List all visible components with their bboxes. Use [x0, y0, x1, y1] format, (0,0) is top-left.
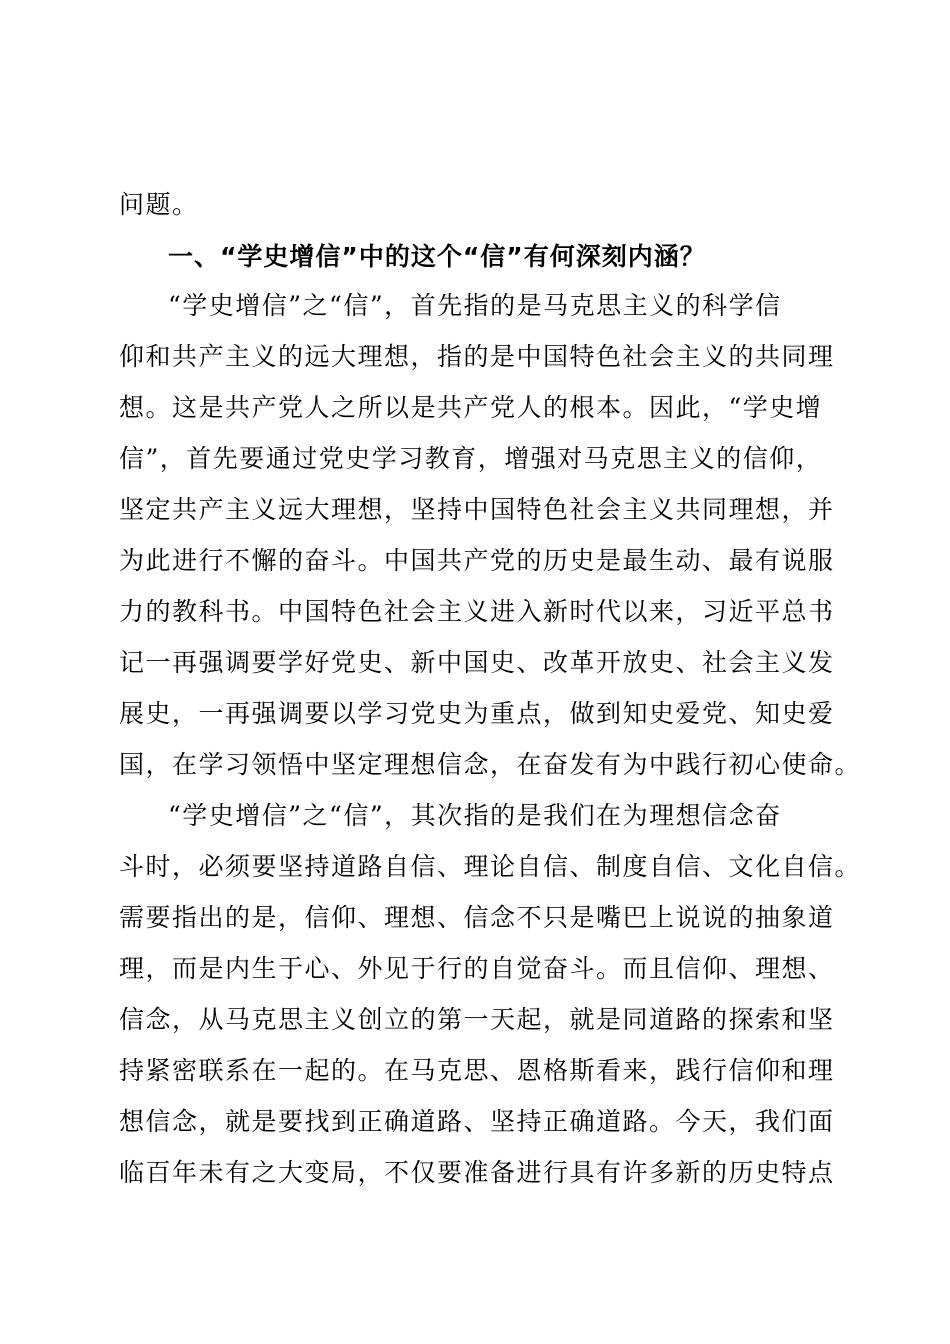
- paragraph-line: 力的教科书。中国特色社会主义进入新时代以来，习近平总书: [119, 597, 835, 626]
- paragraph-line: 斗时，必须要坚持道路自信、理论自信、制度自信、文化自信。: [119, 852, 862, 881]
- paragraph-line: 持紧密联系在一起的。在马克思、恩格斯看来，践行信仰和理: [119, 1056, 835, 1085]
- paragraph-line: 国，在学习领悟中坚定理想信念，在奋发有为中践行初心使命。: [119, 750, 862, 779]
- paragraph-line: 为此进行不懈的奋斗。中国共产党的历史是最生动、最有说服: [119, 546, 835, 575]
- paragraph-line: 需要指出的是，信仰、理想、信念不只是嘴巴上说说的抽象道: [119, 903, 835, 932]
- section-heading: 一、“学史增信”中的这个“信”有何深刻内涵？: [168, 242, 706, 271]
- paragraph-line: 想信念，就是要找到正确道路、坚持正确道路。今天，我们面: [119, 1107, 835, 1136]
- paragraph-line: 信念，从马克思主义创立的第一天起，就是同道路的探索和坚: [119, 1005, 835, 1034]
- paragraph-line: 仰和共产主义的远大理想，指的是中国特色社会主义的共同理: [119, 342, 835, 371]
- paragraph-line: “学史增信”之“信”，首先指的是马克思主义的科学信: [168, 291, 782, 320]
- paragraph-line: 展史，一再强调要以学习党史为重点，做到知史爱党、知史爱: [119, 699, 835, 728]
- paragraph-line: 记一再强调要学好党史、新中国史、改革开放史、社会主义发: [119, 648, 835, 677]
- paragraph-line: 信”，首先要通过党史学习教育，增强对马克思主义的信仰，: [119, 444, 823, 473]
- paragraph-line: 理，而是内生于心、外见于行的自觉奋斗。而且信仰、理想、: [119, 954, 835, 983]
- paragraph-line: “学史增信”之“信”，其次指的是我们在为理想信念奋: [168, 801, 782, 830]
- paragraph-line: 想。这是共产党人之所以是共产党人的根本。因此，“学史增: [119, 393, 823, 422]
- paragraph-line: 坚定共产主义远大理想，坚持中国特色社会主义共同理想，并: [119, 495, 835, 524]
- previous-paragraph-tail: 问题。: [119, 190, 199, 219]
- paragraph-line: 临百年未有之大变局，不仅要准备进行具有许多新的历史特点: [119, 1158, 835, 1187]
